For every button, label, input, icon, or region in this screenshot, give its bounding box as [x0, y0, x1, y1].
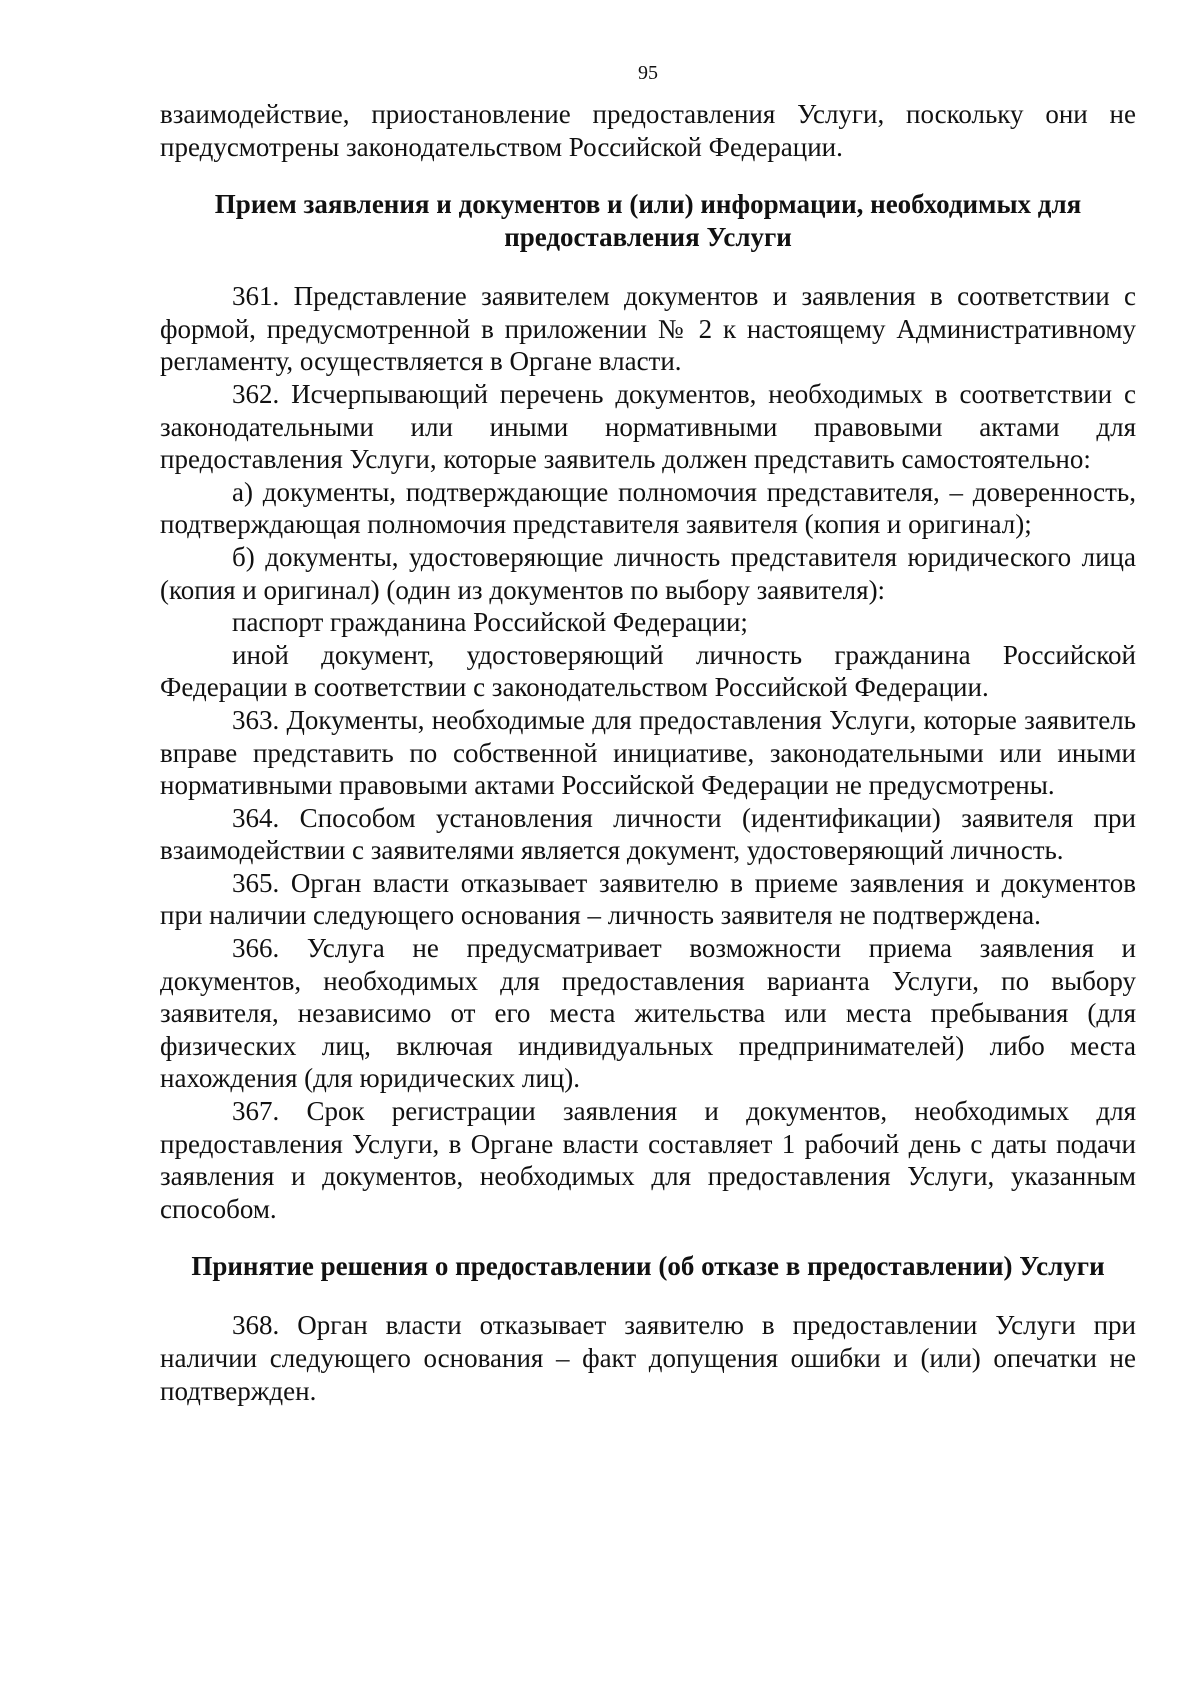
list-item-other-document: иной документ, удостоверяющий личность гражданина Российской Федерации в соответствии с законодательством Российской Федерации. — [160, 639, 1136, 703]
paragraph-365: 365. Орган власти отказывает заявителю в приеме заявления и документов при наличии следующего основания – личность заявителя не подтверждена. — [160, 867, 1136, 931]
paragraph-367: 367. Срок регистрации заявления и документов, необходимых для предоставления Услуги, в Органе власти составляет 1 рабочий день с даты подачи заявления и документов, необходимых для предоставления Услуги, указанным способом. — [160, 1096, 1136, 1224]
list-item-b: б) документы, удостоверяющие личность представителя юридического лица (копия и оригинал) (один из документов по выбору заявителя): — [160, 541, 1136, 605]
section-heading-decision: Принятие решения о предоставлении (об отказе в предоставлении) Услуги — [191, 1251, 1105, 1282]
paragraph-362: 362. Исчерпывающий перечень документов, необходимых в соответствии с законодательными или иными нормативными правовыми актами для предоставления Услуги, которые заявитель должен представить самостоятельно: — [160, 378, 1136, 475]
paragraph-364: 364. Способом установления личности (идентификации) заявителя при взаимодействии с заявителями является документ, удостоверяющий личность. — [160, 802, 1136, 866]
section-heading-document-intake: Прием заявления и документов и (или) информации, необходимых для предоставления Услуги — [214, 189, 1082, 253]
opening-paragraph: взаимодействие, приостановление предоставления Услуги, поскольку они не предусмотрены законодательством Российской Федерации. — [160, 99, 1136, 162]
page-number: 95 — [638, 62, 658, 84]
document-page — [160, 62, 1136, 1407]
paragraph-368: 368. Орган власти отказывает заявителю в предоставлении Услуги при наличии следующего основания – факт допущения ошибки и (или) опечатки не подтвержден. — [160, 1310, 1136, 1406]
list-item-passport: паспорт гражданина Российской Федерации; — [232, 607, 748, 638]
list-item-a: а) документы, подтверждающие полномочия представителя, – доверенность, подтверждающая полномочия представителя заявителя (копия и оригинал); — [160, 476, 1136, 540]
paragraph-366: 366. Услуга не предусматривает возможности приема заявления и документов, необходимых для предоставления варианта Услуги, по выбору заявителя, независимо от его места жительства или места пребывания (для физических лиц, включая индивидуальных предпринимателей) либо места нахождения (для юридических лиц). — [160, 933, 1136, 1094]
paragraph-361: 361. Представление заявителем документов и заявления в соответствии с формой, предусмотренной в приложении № 2 к настоящему Административному регламенту, осуществляется в Органе власти. — [160, 281, 1136, 377]
paragraph-363: 363. Документы, необходимые для предоставления Услуги, которые заявитель вправе представить по собственной инициативе, законодательными или иными нормативными правовыми актами Российской Федерации не предусмотрены. — [160, 704, 1136, 801]
